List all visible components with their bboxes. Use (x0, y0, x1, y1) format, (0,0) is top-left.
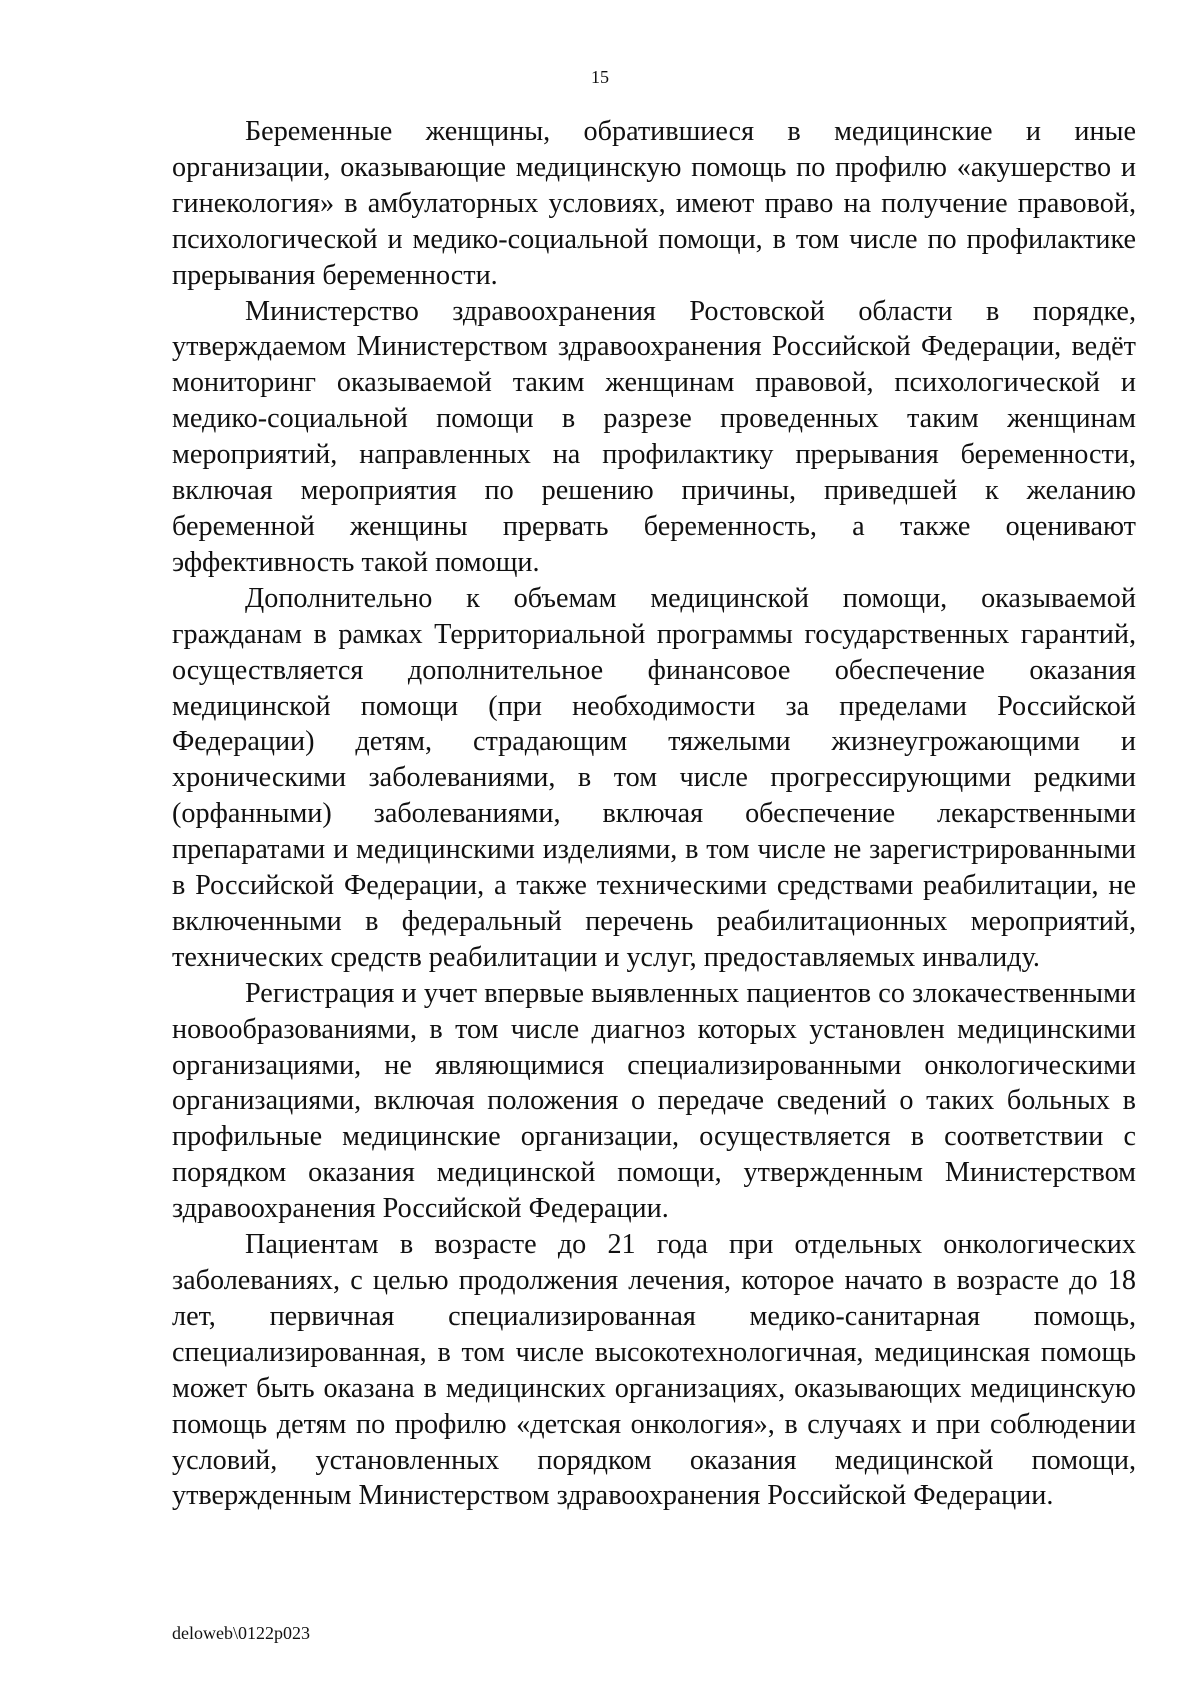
paragraph-additional-financing: Дополнительно к объемам медицинской помощи, оказываемой гражданам в рамках Территориальной программы государственных гарантий, осуществляется дополнительное финансовое обеспечение оказания медицинской помощи (при необходимости за пределами Российской Федерации) детям, страдающим тяжелыми жизнеугрожающими и хроническими заболеваниями, в том числе прогрессирующими редкими (орфанными) заболеваниями, включая обеспечение лекарственными препаратами и медицинскими изделиями, в том числе не зарегистрированными в Российской Федерации, а также техническими средствами реабилитации, не включенными в федеральный перечень реабилитационных мероприятий, технических средств реабилитации и услуг, предоставляемых инвалиду. (172, 582, 1136, 973)
footer-document-code: deloweb\0122p023 (172, 1623, 310, 1643)
page-number: 15 (591, 67, 609, 87)
paragraph-pediatric-oncology: Пациентам в возрасте до 21 года при отдельных онкологических заболеваниях, с целью продолжения лечения, которое начато в возрасте до 18 лет, первичная специализированная медико-санитарная помощь, специализированная, в том числе высокотехнологичная, медицинская помощь может быть оказана в медицинских организациях, оказывающих медицинскую помощь детям по профилю «детская онкология», в случаях и при соблюдении условий, установленных порядком оказания медицинской помощи, утвержденным Министерством здравоохранения Российской Федерации. (172, 1229, 1136, 1512)
paragraph-pregnant-women-support: Беременные женщины, обратившиеся в медицинские и иные организации, оказывающие медицинскую помощь по профилю «акушерство и гинекология» в амбулаторных условиях, имеют право на получение правовой, психологической и медико-социальной помощи, в том числе по профилактике прерывания беременности. (172, 116, 1136, 291)
paragraph-ministry-monitoring: Министерство здравоохранения Ростовской области в порядке, утверждаемом Министерством здравоохранения Российской Федерации, ведёт мониторинг оказываемой таким женщинам правовой, психологической и медико-социальной помощи в разрезе проведенных таким женщинам мероприятий, направленных на профилактику прерывания беременности, включая мероприятия по решению причины, приведшей к желанию беременной женщины прервать беременность, а также оценивают эффективность такой помощи. (172, 295, 1136, 578)
paragraph-oncology-registration: Регистрация и учет впервые выявленных пациентов со злокачественными новообразованиями, в том числе диагноз которых установлен медицинскими организациями, не являющимися специализированными онкологическими организациями, включая положения о передаче сведений о таких больных в профильные медицинские организации, осуществляется в соответствии с порядком оказания медицинской помощи, утвержденным Министерством здравоохранения Российской Федерации. (172, 977, 1136, 1225)
document-body (172, 114, 1136, 1514)
